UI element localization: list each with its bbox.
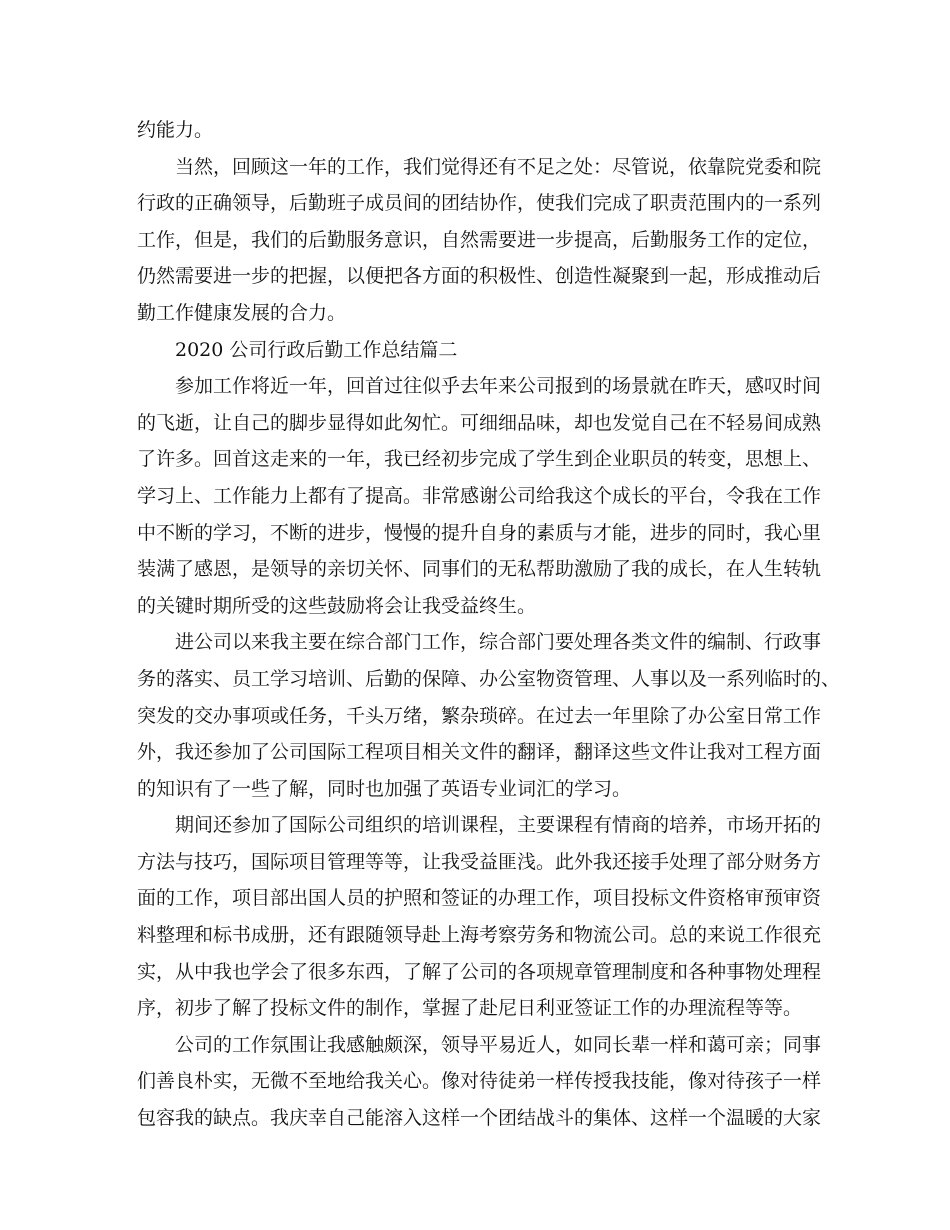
text-line: 勤工作健康发展的合力。 <box>137 301 347 324</box>
document-body <box>137 112 841 1137</box>
text-line: 参加工作将近一年，回首过往似乎去年来公司报到的场景就在昨天，感叹时间 <box>175 375 822 398</box>
section-heading <box>137 332 813 369</box>
paragraph-atmosphere <box>137 1027 822 1137</box>
paragraph-shortcomings <box>137 149 822 332</box>
text-line: 行政的正确领导，后勤班子成员间的团结协作，使我们完成了职责范围内的一系列 <box>137 192 822 215</box>
text-line: 的知识有了一些了解，同时也加强了英语专业词汇的学习。 <box>137 777 632 800</box>
text-line: 中不断的学习，不断的进步，慢慢的提升自身的素质与才能，进步的同时，我心里 <box>137 521 822 544</box>
text-line: 突发的交办事项或任务，千头万绪，繁杂琐碎。在过去一年里除了办公室日常工作 <box>137 704 822 727</box>
text-line: 公司的工作氛围让我感触颇深，领导平易近人，如同长辈一样和蔼可亲；同事 <box>175 1033 822 1056</box>
text-line: 务的落实、员工学习培训、后勤的保障、办公室物资管理、人事以及一系列临时的、 <box>137 667 841 690</box>
text-line: 装满了感恩，是领导的亲切关怀、同事们的无私帮助激励了我的成长，在人生转轨 <box>137 558 822 581</box>
text-line: 了许多。回首这走来的一年，我已经初步完成了学生到企业职员的转变，思想上、 <box>137 448 822 471</box>
text-line: 当然，回顾这一年的工作，我们觉得还有不足之处：尽管说，依靠院党委和院 <box>175 155 822 178</box>
text-line: 们善良朴实，无微不至地给我关心。像对待徒弟一样传授我技能，像对待孩子一样 <box>137 1070 822 1093</box>
section-title: 2020 公司行政后勤工作总结篇二 <box>175 338 458 361</box>
paragraph-training <box>137 807 822 1027</box>
text-line: 料整理和标书成册，还有跟随领导赴上海考察劳务和物流公司。总的来说工作很充 <box>137 924 822 947</box>
text-line: 方法与技巧，国际项目管理等等，让我受益匪浅。此外我还接手处理了部分财务方 <box>137 850 822 873</box>
text-line: 仍然需要进一步的把握，以便把各方面的积极性、创造性凝聚到一起，形成推动后 <box>137 265 822 288</box>
text-line: 约能力。 <box>137 119 214 141</box>
text-line: 序，初步了解了投标文件的制作，掌握了赴尼日利亚签证工作的办理流程等等。 <box>137 997 803 1020</box>
text-line: 工作，但是，我们的后勤服务意识，自然需要进一步提高，后勤服务工作的定位， <box>137 228 822 251</box>
paragraph-department-work <box>137 624 841 807</box>
text-line: 外，我还参加了公司国际工程项目相关文件的翻译，翻译这些文件让我对工程方面 <box>137 741 822 764</box>
paragraph-continuation <box>137 112 813 149</box>
text-line: 进公司以来我主要在综合部门工作，综合部门要处理各类文件的编制、行政事 <box>175 631 822 654</box>
text-line: 实，从中我也学会了很多东西，了解了公司的各项规章管理制度和各种事物处理程 <box>137 960 822 983</box>
text-line: 期间还参加了国际公司组织的培训课程，主要课程有情商的培养，市场开拓的 <box>175 814 822 837</box>
text-line: 学习上、工作能力上都有了提高。非常感谢公司给我这个成长的平台，令我在工作 <box>137 484 822 507</box>
text-line: 包容我的缺点。我庆幸自己能溶入这样一个团结战斗的集体、这样一个温暖的大家 <box>137 1107 822 1130</box>
text-line: 面的工作，项目部出国人员的护照和签证的办理工作，项目投标文件资格审预审资 <box>137 887 822 910</box>
paragraph-reflection <box>137 368 822 624</box>
text-line: 的关键时期所受的这些鼓励将会让我受益终生。 <box>137 594 537 617</box>
text-line: 的飞逝，让自己的脚步显得如此匆忙。可细细品味，却也发觉自己在不轻易间成熟 <box>137 411 822 434</box>
